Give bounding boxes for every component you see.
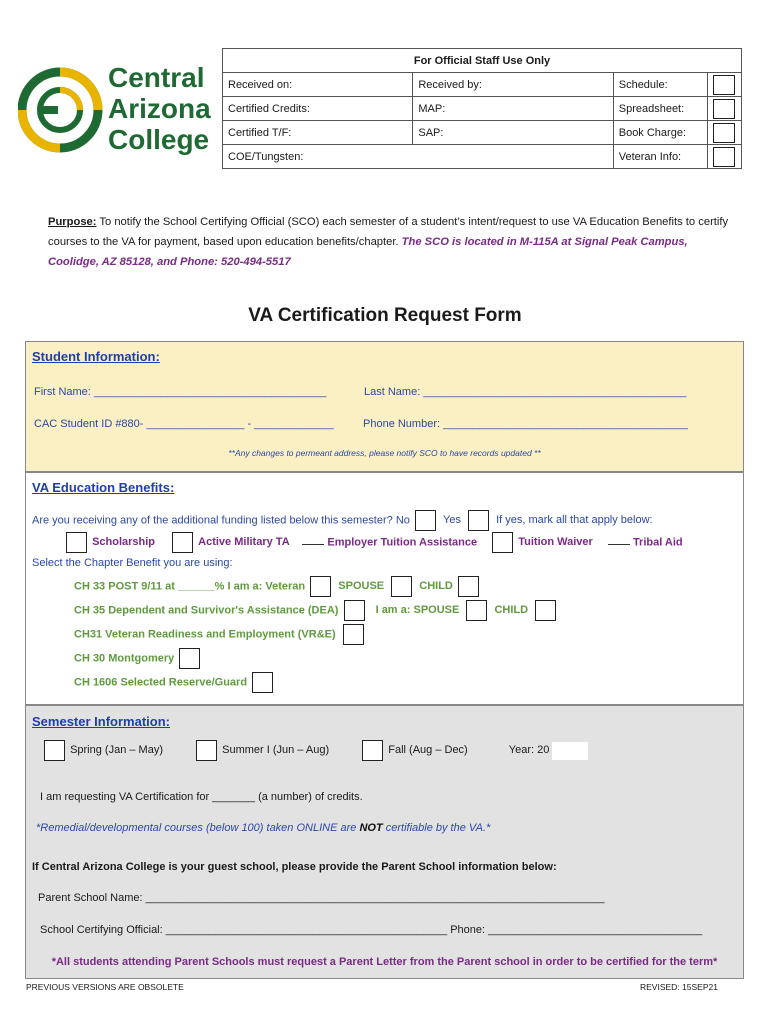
ch1606-row [74,672,273,693]
military-ta-checkbox[interactable] [172,532,193,553]
staff-table-header: For Official Staff Use Only [223,49,742,73]
ch35-label: CH 35 Dependent and Survivor's Assistance (DEA) [74,604,339,617]
fall-label: Fall (Aug – Dec) [388,744,468,757]
student-id-field[interactable]: CAC Student ID #880- ________________ - _____________ [34,418,334,430]
logo-emblem-icon [18,62,104,158]
year-input[interactable] [552,742,588,760]
map-field[interactable]: MAP: [413,97,613,121]
logo-line-2: Arizona [108,93,211,124]
va-benefits-section [25,472,744,705]
summer-label: Summer I (Jun – Aug) [222,744,330,757]
remedial-text-b: certifiable by the VA.* [382,822,491,834]
remedial-not: NOT [359,822,383,834]
ch35-child-checkbox[interactable] [535,600,556,621]
ch35-checkbox[interactable] [344,600,365,621]
guest-school-prompt: If Central Arizona College is your guest school, please provide the Parent School information below: [32,861,557,873]
certified-tf-field[interactable]: Certified T/F: [223,121,413,145]
semester-info-title: Semester Information: [32,714,170,729]
phone-number-field[interactable]: Phone Number: ________________________________________ [363,418,688,430]
ch33-child-checkbox[interactable] [458,576,479,597]
spreadsheet-label: Spreadsheet: [613,97,707,121]
funding-no-checkbox[interactable] [415,510,436,531]
ch33-row [74,576,479,597]
veteran-info-label: Veteran Info: [613,145,707,169]
purpose-text: To notify the School Certifying Official (SCO) each semester of a student’s intent/request to use VA Education Benefits to certify courses to the VA for payment, based upon education benefits/chapter. [48,216,729,248]
ch33-spouse-label: SPOUSE [338,580,385,593]
ch33-veteran-checkbox[interactable] [310,576,331,597]
ch35-child-label: CHILD [494,604,529,617]
tribal-aid-checkbox[interactable] [608,544,630,545]
ch30-row [74,648,200,669]
received-by-field[interactable]: Received by: [413,73,613,97]
ch1606-checkbox[interactable] [252,672,273,693]
logo-wordmark [108,62,211,155]
college-logo [18,62,213,158]
staff-use-table [222,48,742,169]
military-ta-label: Active Military TA [198,536,290,549]
received-on-field[interactable]: Received on: [223,73,413,97]
ch35-spouse-checkbox[interactable] [466,600,487,621]
funding-question-text: Are you receiving any of the additional funding listed below this semester? No [32,514,410,527]
obsolete-notice: PREVIOUS VERSIONS ARE OBSOLETE [26,982,184,992]
funding-yes-label: Yes [443,514,461,527]
va-benefits-title: VA Education Benefits: [32,480,175,495]
student-info-section [25,341,744,472]
book-charge-checkbox[interactable] [713,123,735,143]
ch31-checkbox[interactable] [343,624,364,645]
address-change-note: **Any changes to permeant address, please notify SCO to have records updated ** [228,448,541,458]
purpose-paragraph [48,212,738,272]
veteran-info-checkbox[interactable] [713,147,735,167]
employer-checkbox[interactable] [302,544,324,545]
if-yes-label: If yes, mark all that apply below: [496,514,653,527]
last-name-field[interactable]: Last Name: ___________________________________________ [364,386,687,398]
scholarship-checkbox[interactable] [66,532,87,553]
sco-phone-field[interactable]: School Certifying Official: ______________________________________________ Phone: ___________________________________ [40,924,703,936]
tuition-waiver-checkbox[interactable] [492,532,513,553]
scholarship-label: Scholarship [92,536,156,549]
parent-letter-note: *All students attending Parent Schools must request a Parent Letter from the Parent school in order to be certified for the term* [51,956,718,968]
certified-credits-field[interactable]: Certified Credits: [223,97,413,121]
ch31-row [74,624,364,645]
logo-line-1: Central [108,62,205,93]
sap-field[interactable]: SAP: [413,121,613,145]
ch35-spouse-label: I am a: SPOUSE [375,604,460,617]
form-title: VA Certification Request Form [248,305,522,326]
sco-location: The SCO is located in M-115A at Signal Peak Campus, Coolidge, AZ 85128, and Phone: 520-494-5517 [48,236,688,268]
student-info-title: Student Information: [32,349,160,364]
funding-yes-checkbox[interactable] [468,510,489,531]
logo-line-3: College [108,124,210,155]
purpose-label: Purpose: [48,216,97,228]
tuition-waiver-label: Tuition Waiver [518,536,593,549]
credits-request-line[interactable]: I am requesting VA Certification for _______ (a number) of credits. [40,791,363,803]
select-chapter-label: Select the Chapter Benefit you are using: [32,557,233,569]
ch33-child-label: CHILD [419,580,453,593]
year-label: Year: 20 [508,744,550,757]
summer-checkbox[interactable] [196,740,217,761]
fall-checkbox[interactable] [362,740,383,761]
funding-options-row [66,532,683,553]
revised-date: REVISED: 15SEP21 [640,982,718,992]
spring-label: Spring (Jan – May) [70,744,163,757]
remedial-text-a: *Remedial/developmental courses (below 100) taken ONLINE are [36,822,360,834]
tribal-aid-label: Tribal Aid [632,536,683,549]
semester-options-row [44,740,588,761]
ch30-label: CH 30 Montgomery [74,652,175,665]
ch1606-label: CH 1606 Selected Reserve/Guard [74,676,248,689]
coe-tungsten-field[interactable]: COE/Tungsten: [223,145,614,169]
remedial-note [36,822,490,834]
spring-checkbox[interactable] [44,740,65,761]
schedule-checkbox[interactable] [713,75,735,95]
first-name-field[interactable]: First Name: ______________________________________ [34,386,327,398]
parent-school-name-field[interactable]: Parent School Name: ___________________________________________________________________________ [38,892,605,904]
book-charge-label: Book Charge: [613,121,707,145]
employer-label: Employer Tuition Assistance [327,536,478,549]
ch33-spouse-checkbox[interactable] [391,576,412,597]
schedule-label: Schedule: [613,73,707,97]
semester-info-section [25,705,744,979]
funding-question [32,510,653,531]
ch35-row [74,600,556,621]
spreadsheet-checkbox[interactable] [713,99,735,119]
ch30-checkbox[interactable] [179,648,200,669]
ch33-label: CH 33 POST 9/11 at ______% I am a: Veteran [74,580,306,593]
ch31-label: CH31 Veteran Readiness and Employment (VR&E) [74,628,336,641]
